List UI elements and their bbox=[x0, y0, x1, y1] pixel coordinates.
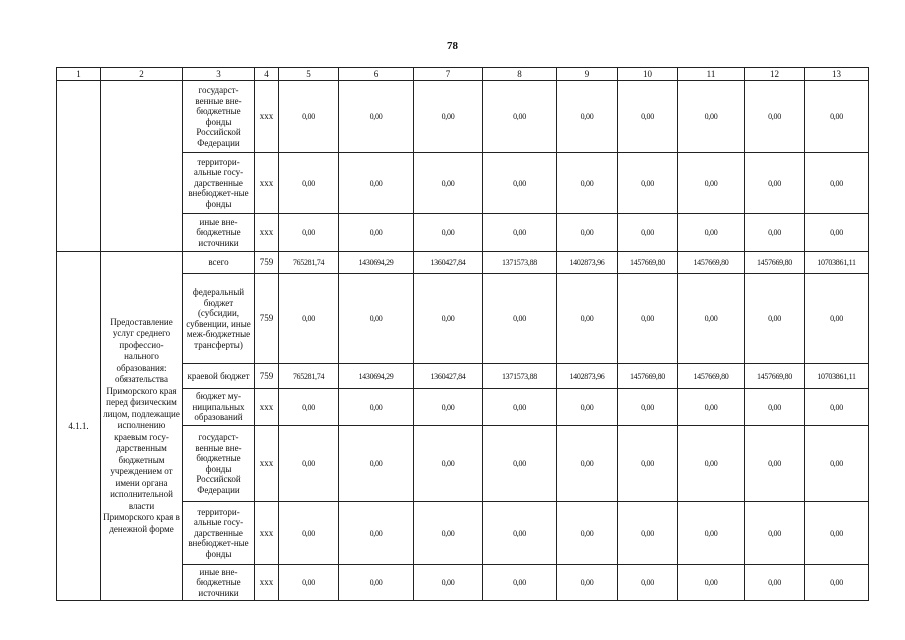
value-cell: 765281,74 bbox=[279, 252, 339, 274]
code-cell: 759 bbox=[255, 364, 279, 389]
value-cell: 1457669,80 bbox=[745, 364, 805, 389]
value-cell: 0,00 bbox=[745, 426, 805, 502]
value-cell: 1371573,88 bbox=[483, 252, 557, 274]
value-cell: 0,00 bbox=[279, 153, 339, 214]
value-cell: 1402873,96 bbox=[557, 252, 618, 274]
value-cell: 0,00 bbox=[678, 565, 745, 601]
value-cell: 0,00 bbox=[339, 214, 414, 252]
value-cell: 0,00 bbox=[618, 426, 678, 502]
value-cell: 0,00 bbox=[414, 426, 483, 502]
value-cell: 0,00 bbox=[339, 426, 414, 502]
column-number: 1 bbox=[57, 68, 101, 81]
value-cell: 0,00 bbox=[279, 502, 339, 565]
value-cell: 0,00 bbox=[557, 565, 618, 601]
item-number-cell bbox=[57, 81, 101, 252]
code-cell: xxx bbox=[255, 81, 279, 153]
item-description-cell bbox=[101, 81, 183, 252]
column-number: 2 bbox=[101, 68, 183, 81]
table-row bbox=[57, 81, 869, 153]
value-cell: 0,00 bbox=[557, 153, 618, 214]
value-cell: 0,00 bbox=[805, 81, 869, 153]
value-cell: 0,00 bbox=[414, 502, 483, 565]
value-cell: 0,00 bbox=[414, 389, 483, 426]
funding-source: иные вне-бюджетные источники bbox=[183, 214, 255, 252]
funding-source: федеральный бюджет (субсидии, субвенции, иные меж-бюджетные трансферты) bbox=[183, 274, 255, 364]
value-cell: 0,00 bbox=[745, 502, 805, 565]
value-cell: 0,00 bbox=[483, 565, 557, 601]
value-cell: 0,00 bbox=[678, 389, 745, 426]
value-cell: 0,00 bbox=[557, 81, 618, 153]
value-cell: 0,00 bbox=[745, 389, 805, 426]
value-cell: 0,00 bbox=[678, 153, 745, 214]
value-cell: 0,00 bbox=[618, 214, 678, 252]
value-cell: 0,00 bbox=[678, 274, 745, 364]
value-cell: 0,00 bbox=[745, 81, 805, 153]
column-number: 12 bbox=[745, 68, 805, 81]
value-cell: 0,00 bbox=[483, 274, 557, 364]
table-row bbox=[57, 252, 869, 274]
value-cell: 0,00 bbox=[618, 502, 678, 565]
value-cell: 0,00 bbox=[483, 153, 557, 214]
value-cell: 1402873,96 bbox=[557, 364, 618, 389]
funding-source: территори-альные госу-дарственные внебюджет-ные фонды bbox=[183, 502, 255, 565]
value-cell: 0,00 bbox=[483, 426, 557, 502]
column-number: 8 bbox=[483, 68, 557, 81]
funding-source: бюджет му-ниципальных образований bbox=[183, 389, 255, 426]
code-cell: xxx bbox=[255, 153, 279, 214]
value-cell: 0,00 bbox=[618, 274, 678, 364]
funding-source: краевой бюджет bbox=[183, 364, 255, 389]
value-cell: 0,00 bbox=[279, 426, 339, 502]
column-number: 13 bbox=[805, 68, 869, 81]
value-cell: 0,00 bbox=[805, 502, 869, 565]
column-number: 4 bbox=[255, 68, 279, 81]
value-cell: 0,00 bbox=[414, 565, 483, 601]
value-cell: 0,00 bbox=[557, 214, 618, 252]
value-cell: 0,00 bbox=[745, 153, 805, 214]
value-cell: 0,00 bbox=[414, 81, 483, 153]
value-cell: 0,00 bbox=[805, 426, 869, 502]
code-cell: xxx bbox=[255, 389, 279, 426]
column-number-row bbox=[57, 68, 869, 81]
value-cell: 0,00 bbox=[618, 389, 678, 426]
value-cell: 0,00 bbox=[678, 81, 745, 153]
value-cell: 0,00 bbox=[414, 214, 483, 252]
value-cell: 0,00 bbox=[279, 565, 339, 601]
code-cell: 759 bbox=[255, 252, 279, 274]
value-cell: 765281,74 bbox=[279, 364, 339, 389]
value-cell: 1430694,29 bbox=[339, 364, 414, 389]
column-number: 9 bbox=[557, 68, 618, 81]
code-cell: xxx bbox=[255, 565, 279, 601]
value-cell: 1457669,80 bbox=[618, 364, 678, 389]
value-cell: 0,00 bbox=[805, 274, 869, 364]
value-cell: 0,00 bbox=[805, 565, 869, 601]
value-cell: 0,00 bbox=[483, 81, 557, 153]
value-cell: 0,00 bbox=[339, 81, 414, 153]
funding-source: иные вне-бюджетные источники bbox=[183, 565, 255, 601]
value-cell: 0,00 bbox=[557, 426, 618, 502]
value-cell: 0,00 bbox=[678, 214, 745, 252]
value-cell: 0,00 bbox=[805, 389, 869, 426]
value-cell: 0,00 bbox=[678, 426, 745, 502]
budget-table bbox=[56, 67, 869, 601]
value-cell: 10703861,11 bbox=[805, 364, 869, 389]
funding-source: всего bbox=[183, 252, 255, 274]
value-cell: 0,00 bbox=[618, 565, 678, 601]
value-cell: 0,00 bbox=[339, 565, 414, 601]
value-cell: 0,00 bbox=[279, 274, 339, 364]
value-cell: 0,00 bbox=[339, 274, 414, 364]
column-number: 7 bbox=[414, 68, 483, 81]
value-cell: 0,00 bbox=[805, 214, 869, 252]
column-number: 5 bbox=[279, 68, 339, 81]
value-cell: 0,00 bbox=[483, 214, 557, 252]
funding-source: территори-альные госу-дарственные внебюджет-ные фонды bbox=[183, 153, 255, 214]
code-cell: 759 bbox=[255, 274, 279, 364]
value-cell: 1360427,84 bbox=[414, 252, 483, 274]
page-number: 78 bbox=[447, 40, 458, 52]
value-cell: 0,00 bbox=[339, 389, 414, 426]
code-cell: xxx bbox=[255, 214, 279, 252]
value-cell: 0,00 bbox=[557, 274, 618, 364]
value-cell: 0,00 bbox=[339, 502, 414, 565]
value-cell: 0,00 bbox=[618, 81, 678, 153]
value-cell: 1457669,80 bbox=[745, 252, 805, 274]
funding-source: государст-венные вне-бюджетные фонды Российской Федерации bbox=[183, 426, 255, 502]
item-description: Предоставление услуг среднего профессио-нального образования: обязательства Приморского края перед физическим лицом, подлежащие исполнению краевым госу-дарственным бюджетным учреждением от имени органа исполнительной власти Приморского края в денежной форме bbox=[101, 252, 183, 601]
value-cell: 1457669,80 bbox=[678, 364, 745, 389]
value-cell: 0,00 bbox=[483, 502, 557, 565]
value-cell: 0,00 bbox=[339, 153, 414, 214]
value-cell: 0,00 bbox=[557, 389, 618, 426]
value-cell: 0,00 bbox=[745, 565, 805, 601]
value-cell: 0,00 bbox=[483, 389, 557, 426]
value-cell: 0,00 bbox=[279, 214, 339, 252]
column-number: 11 bbox=[678, 68, 745, 81]
value-cell: 1457669,80 bbox=[618, 252, 678, 274]
column-number: 3 bbox=[183, 68, 255, 81]
value-cell: 0,00 bbox=[414, 274, 483, 364]
value-cell: 0,00 bbox=[745, 274, 805, 364]
code-cell: xxx bbox=[255, 502, 279, 565]
value-cell: 1371573,88 bbox=[483, 364, 557, 389]
value-cell: 0,00 bbox=[805, 153, 869, 214]
item-number: 4.1.1. bbox=[57, 252, 101, 601]
column-number: 10 bbox=[618, 68, 678, 81]
value-cell: 0,00 bbox=[557, 502, 618, 565]
value-cell: 10703861,11 bbox=[805, 252, 869, 274]
funding-source: государст-венные вне-бюджетные фонды Российской Федерации bbox=[183, 81, 255, 153]
value-cell: 0,00 bbox=[279, 389, 339, 426]
value-cell: 1360427,84 bbox=[414, 364, 483, 389]
value-cell: 0,00 bbox=[279, 81, 339, 153]
column-number: 6 bbox=[339, 68, 414, 81]
value-cell: 1457669,80 bbox=[678, 252, 745, 274]
value-cell: 1430694,29 bbox=[339, 252, 414, 274]
value-cell: 0,00 bbox=[618, 153, 678, 214]
value-cell: 0,00 bbox=[678, 502, 745, 565]
value-cell: 0,00 bbox=[745, 214, 805, 252]
code-cell: xxx bbox=[255, 426, 279, 502]
value-cell: 0,00 bbox=[414, 153, 483, 214]
